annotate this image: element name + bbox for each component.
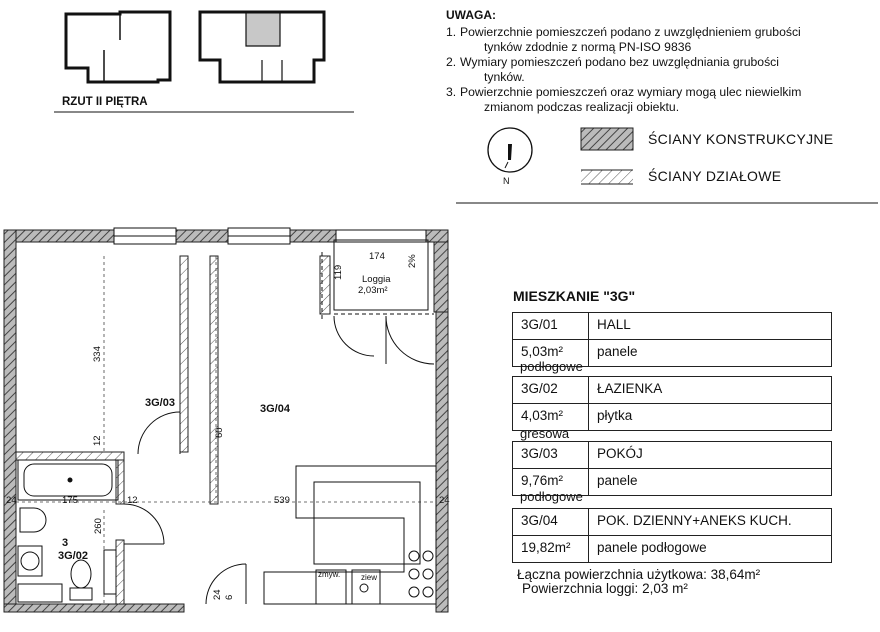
finish-overflow: gresowa — [520, 426, 570, 441]
dim-175: 175 — [62, 495, 78, 506]
dim-260: 260 — [93, 518, 104, 534]
notes-title: UWAGA: — [446, 8, 496, 22]
room-label-3g04: 3G/04 — [260, 403, 290, 415]
totals-block — [517, 568, 760, 596]
dim-2: 2% — [407, 254, 418, 268]
structural-wall-swatch — [581, 128, 633, 150]
dim-24r: 24 — [439, 495, 450, 506]
note-item: 2. Wymiary pomieszczeń podano bez uwzględniania grubości tynków. — [446, 55, 779, 84]
loggia-area-label: 2,03m² — [358, 285, 388, 296]
finish-overflow: podłogowe — [520, 489, 583, 504]
loggia-label: Loggia — [362, 274, 391, 285]
total-area: Łączna powierzchnia użytkowa: 38,64m² — [517, 567, 761, 582]
dim-6: 6 — [224, 594, 235, 600]
table-row: 9,76m² panele — [512, 468, 832, 496]
key-plan-left — [66, 12, 170, 82]
apartment-title: MIESZKANIE "3G" — [513, 288, 636, 304]
table-row: 3G/04 POK. DZIENNY+ANEKS KUCH. — [512, 508, 832, 536]
key-plan-right — [200, 12, 324, 82]
toilet-icon — [70, 588, 92, 600]
room-label-3g02: 3G/02 — [58, 550, 88, 562]
table-row: 5,03m² panele — [512, 339, 832, 367]
notes-block — [446, 8, 876, 115]
dim-119: 119 — [333, 264, 344, 280]
table-row: 3G/01 HALL — [512, 312, 832, 340]
table-row: 3G/03 POKÓJ — [512, 441, 832, 469]
dim-539: 539 — [274, 495, 290, 506]
compass — [488, 128, 532, 172]
fridge-label: ziew — [361, 573, 378, 582]
legend-partition-label: ŚCIANY DZIAŁOWE — [648, 168, 782, 184]
washer-icon — [18, 546, 42, 576]
floor-label: RZUT II PIĘTRA — [62, 96, 148, 108]
compass-north-label: N — [503, 176, 510, 186]
table-row: 19,82m² panele podłogowe — [512, 535, 832, 563]
kitchen-counter — [264, 466, 436, 604]
dim-24b: 24 — [212, 589, 223, 600]
legend-structural-label: ŚCIANY KONSTRUKCYJNE — [648, 131, 834, 147]
windows — [114, 228, 426, 244]
dishwasher-label: zmyw. — [318, 570, 341, 579]
dim-174: 174 — [369, 251, 385, 262]
note-item: 3. Powierzchnie pomieszczeń oraz wymiary mogą ulec niewielkim zmianom podczas realizacji obiektu. — [446, 85, 802, 114]
dim-12b: 12 — [127, 495, 138, 506]
stove-icon — [409, 551, 433, 597]
dim-24l: 24 — [6, 495, 17, 506]
doors — [124, 316, 434, 604]
dim-334: 334 — [92, 346, 103, 362]
table-row: 3G/02 ŁAZIENKA — [512, 376, 832, 404]
loggia-area: Powierzchnia loggi: 2,03 m² — [522, 581, 688, 596]
dim-60: 60 — [214, 427, 225, 438]
dimension-texts — [6, 251, 450, 600]
sink-icon — [20, 508, 46, 532]
dim-12a: 12 — [92, 435, 103, 446]
partition-wall-swatch — [581, 170, 633, 184]
room-label-3g03: 3G/03 — [145, 397, 175, 409]
room-label-3g02-num: 3 — [62, 537, 69, 549]
note-item: 1. Powierzchnie pomieszczeń podano z uwzględnieniem grubości tynków zdodnie z normą PN-ISO 9836 — [446, 25, 801, 54]
table-row: 4,03m² płytka — [512, 403, 832, 431]
finish-overflow: podłogowe — [520, 359, 583, 374]
